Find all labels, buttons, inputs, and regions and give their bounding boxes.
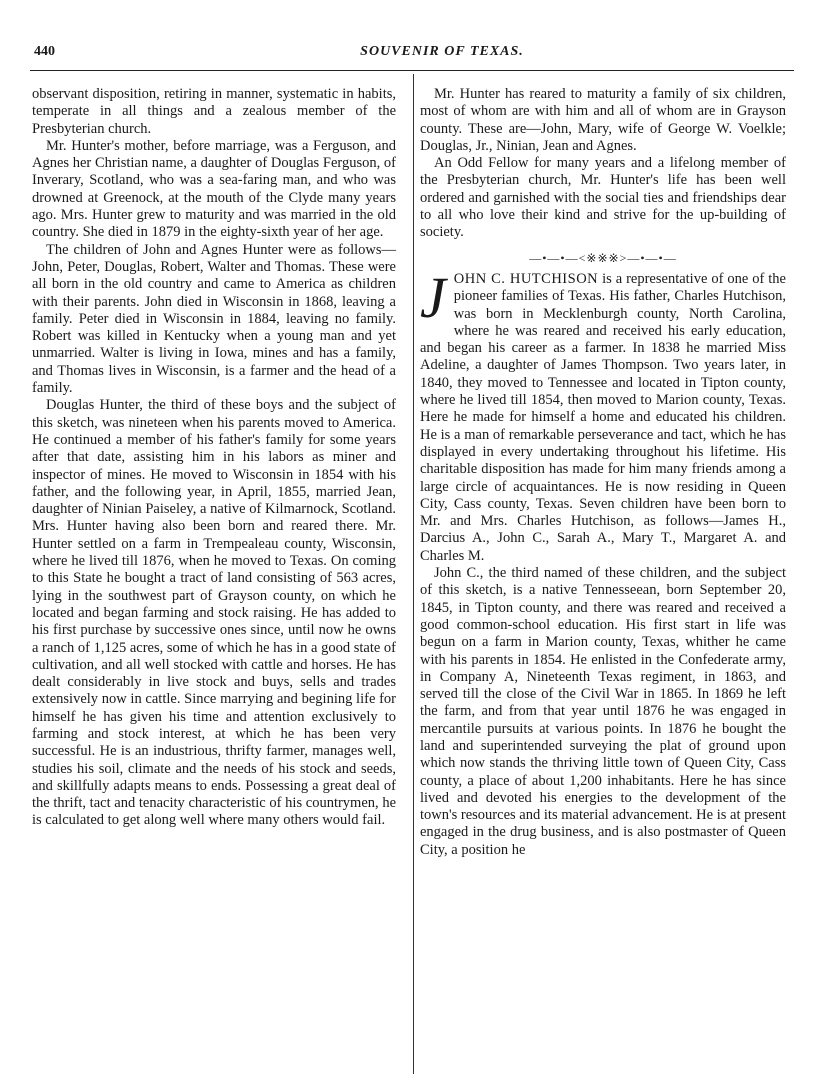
paragraph: Douglas Hunter, the third of these boys and the subject of this sketch, was nineteen when his parents moved to America. He continued a member of his father's family for some years after that date, assisting him in his labors as miner and inspector of mines. He moved to Wisconsin in 1854 with his father, and the following year, in April, 1855, married Jean, daughter of Ninian Paiseley, a native of Kilmarnock, Scotland. Mrs. Hunter having also been born and reared there. Mr. Hunter settled on a farm in Trempealeau county, Wisconsin, where he lived till 1876, when he moved to Texas. On coming to this State he bought a tract of land consisting of 563 acres, lying in the southwest part of Grayson county, on which he located and began farming and stock raising. He has added to his first purchase by successive ones since, until now he owns a ranch of 1,125 acres, some of which he has in a good state of cultivation, and all well stocked with cattle and horses. He has dealt considerably in live stock and buys, sells and trades extensively now in cattle. Since marrying and begining life for himself he has given his time and attention exclusively to farming and stock interest, at which he has been very successful. He is an industrious, thrifty farmer, manages well, studies his soil, climate and the needs of his stock and seeds, and skillfully adapts means to ends. Possessing a great deal of the thrift, tact and tenacity characteristic of his countrymen, he is calculated to get along well where many others would fail. — [32, 397, 396, 829]
right-column — [420, 86, 786, 859]
paragraph: John C., the third named of these children, and the subject of this sketch, is a native Tennesseean, born September 20, 1845, in Tipton county, and there was reared and received a good common-school education. His first start in life was begun on a farm in Marion county, Texas, whither he came with his parents in 1854. He enlisted in the Confederate army, in Company A, Nineteenth Texas regiment, in 1863, and served till the close of the Civil War in 1865. In 1869 he left the farm, and from that year until 1876 he was engaged in mercantile pursuits at various points. In 1876 he bought the land and superintended surveying the plat of ground upon which now stands the thriving little town of Queen City, Cass county, a place of about 1,200 inhabitants. Here he has since lived and devoted his energies to the development of the town's resources and its material advancement. He is at present engaged in the drug business, and is also postmaster of Queen City, a position he — [420, 565, 786, 858]
running-head: SOUVENIR OF TEXAS. — [360, 44, 524, 59]
left-column — [32, 86, 396, 830]
section-ornament: —•—•—<※※※>—•—•— — [529, 250, 677, 265]
sketch-intro-text: is a representative of one of the pioneer families of Texas. His father, Charles Hutchison, was born in Mecklenburgh county, North Carolina, where he was reared and received his early education, and began his career as a farmer. In 1838 he married Miss Adeline, a daughter of James Thompson. Two years later, in 1840, they moved to Tennessee and located in Tipton county, where he lived till 1854, then moved to Marion county, Texas. Here he made for himself a home and educated his children. He is a man of remarkable perseverance and tact, which he has displayed in every undertaking throughout his lifetime. His charitable disposition has made for him many friends among a large circle of acquaintances. He is now residing in Queen City, Cass county, Texas. Seven children have been born to Mr. and Mrs. Charles Hutchison, as follows—James H., Darcius A., John C., Sarah A., Mary T., Margaret A. and Charles M. — [420, 270, 786, 564]
subject-name: OHN C. HUTCHISON — [453, 270, 599, 287]
paragraph: Mr. Hunter's mother, before marriage, was a Ferguson, and Agnes her Christian name, a daughter of Douglas Ferguson, of Inverary, Scotland, who was a sea-faring man, and who was drowned at Greenock, at the mouth of the Clyde many years ago. Mrs. Hunter grew to maturity and was married in the old country. She died in 1879 in the eighty-sixth year of her age. — [32, 137, 396, 241]
paragraph: Mr. Hunter has reared to maturity a family of six children, most of whom are with him and all of whom are in Grayson county. These are—John, Mary, wife of George W. Voelkle; Douglas, Jr., Ninian, Jean and Agnes. — [420, 86, 786, 154]
header-rule — [30, 70, 794, 71]
page-number: 440 — [34, 44, 55, 59]
paragraph: The children of John and Agnes Hunter were as follows—John, Peter, Douglas, Robert, Walter and Thomas. These were all born in the old country and came to America as children with their parents. John died in Wisconsin in 1868, leaving a family. Peter died in Wisconsin in 1884, leaving no family. Robert was killed in Kentucky when a young man and yet unmarried. Walter is living in Iowa, mines and has a family, and Thomas lives in Wisconsin, is a farmer and the head of a family. — [32, 241, 396, 397]
sketch-opening-paragraph — [420, 264, 786, 565]
paragraph: An Odd Fellow for many years and a lifelong member of the Presbyterian church, Mr. Hunter's life has been well ordered and garnished with the social ties and friendships dear to all who love their kind and strive for the up-building of society. — [420, 155, 786, 241]
paragraph: observant disposition, retiring in manner, systematic in habits, temperate in all things and a zealous member of the Presbyterian church. — [32, 86, 396, 137]
drop-cap: J — [420, 264, 446, 330]
column-divider — [413, 74, 414, 1074]
